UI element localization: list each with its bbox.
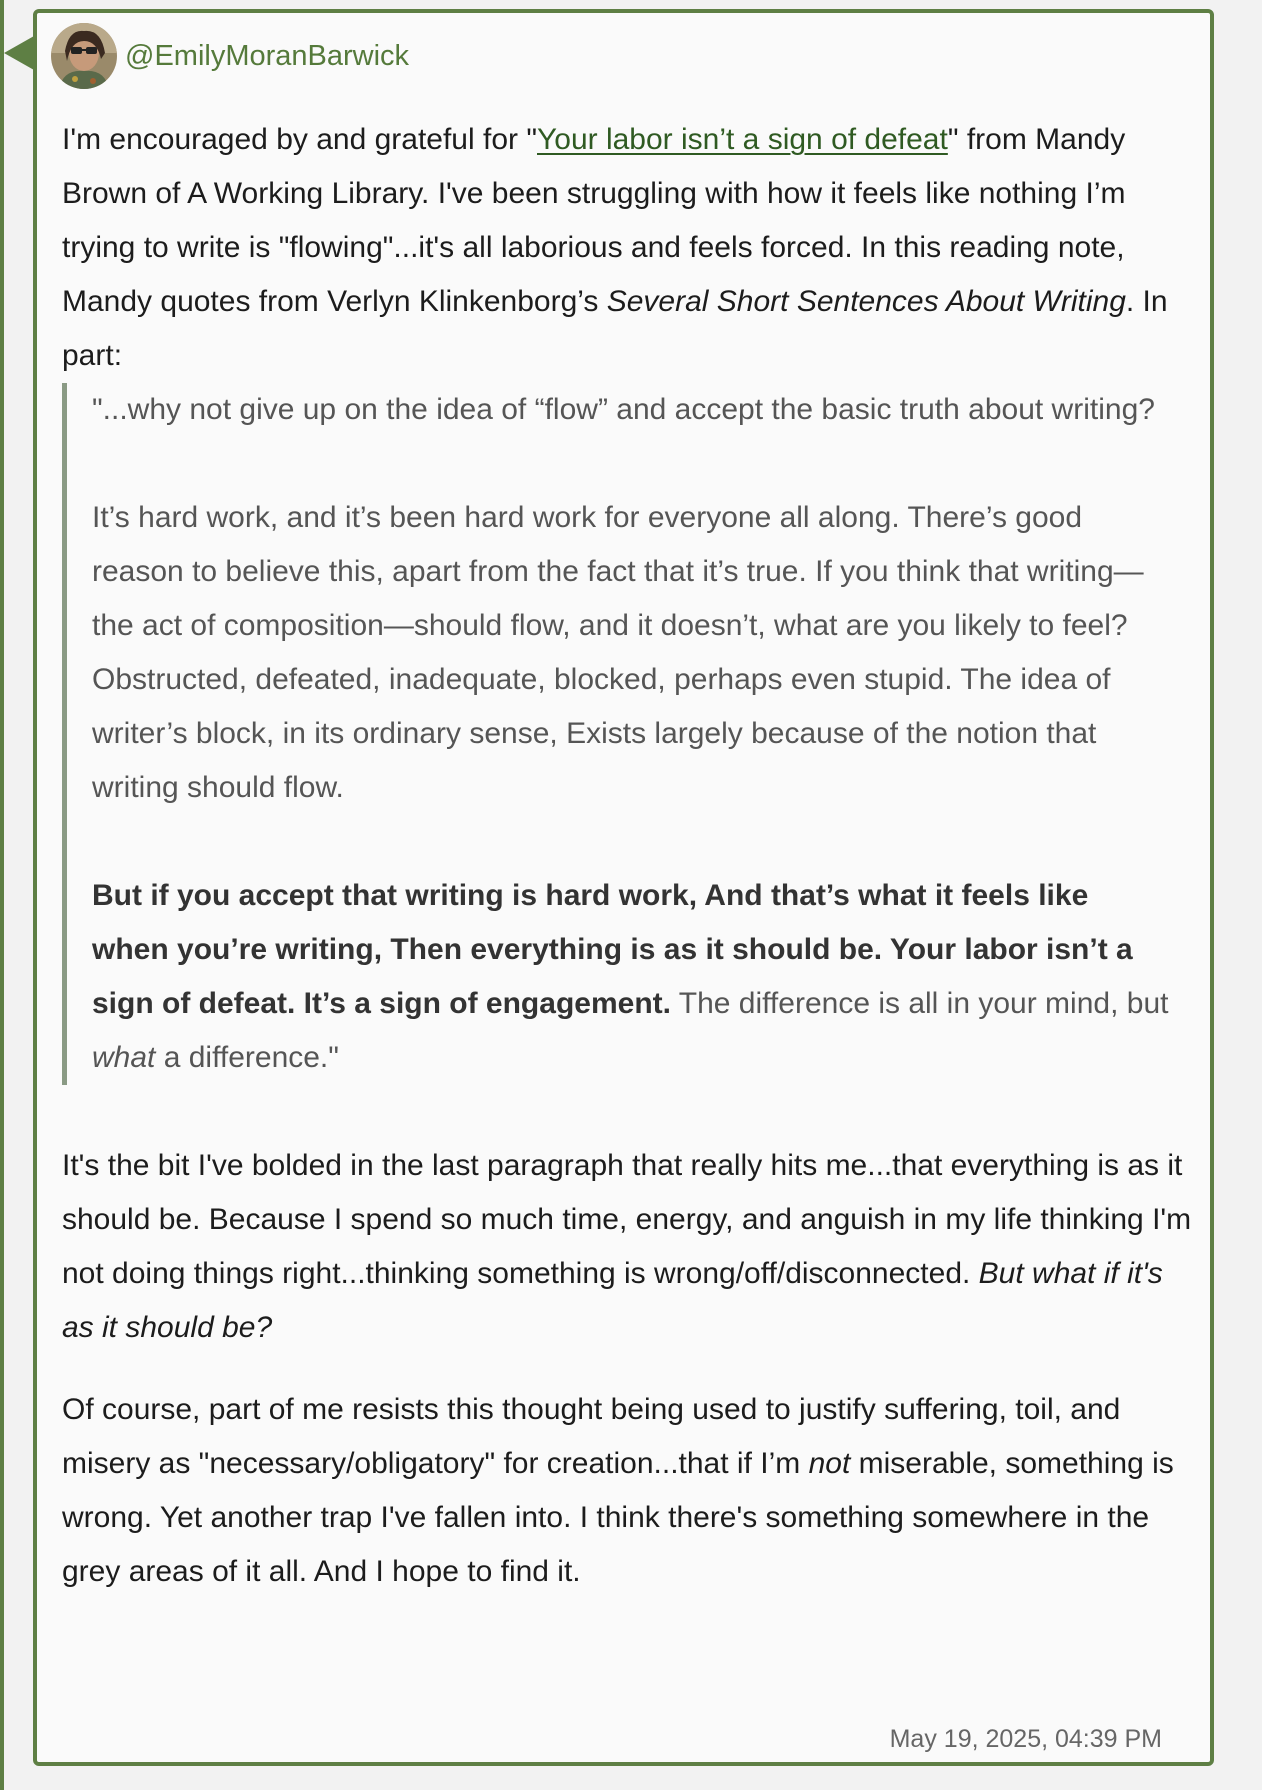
body-paragraph-3 bbox=[62, 1383, 1200, 1599]
quote-bold-text: But if you accept that writing is hard work, And that’s what it feels like when you’re writing, Then everything is as it should be. Your labor isn’t a sign of defeat. It’s a sign of engagement. bbox=[92, 879, 1133, 1020]
body-2-italic: But what if it's as it should be? bbox=[62, 1257, 1163, 1344]
post-card bbox=[33, 9, 1214, 1766]
body-paragraph-2 bbox=[62, 1139, 1200, 1355]
body-3-italic: not bbox=[808, 1447, 851, 1480]
post-header bbox=[51, 23, 409, 89]
thread-line bbox=[0, 0, 4, 1790]
quote-text-rest: The difference is all in your mind, but bbox=[670, 987, 1169, 1020]
post-timestamp-link[interactable]: May 19, 2025, 04:39 PM bbox=[889, 1725, 1162, 1753]
author-handle-link[interactable]: @EmilyMoranBarwick bbox=[125, 39, 410, 72]
user-avatar-icon[interactable] bbox=[51, 23, 117, 89]
quote-italic-what: what bbox=[92, 1041, 156, 1074]
quote-paragraph-1: "...why not give up on the idea of “flow” and accept the basic truth about writing? bbox=[92, 393, 1155, 426]
spacer bbox=[62, 1085, 1200, 1139]
quote-text-end: a difference." bbox=[155, 1041, 339, 1074]
quote-paragraph-3 bbox=[92, 869, 1172, 1085]
spacer bbox=[62, 1355, 1200, 1383]
quote-bar bbox=[62, 383, 67, 1085]
article-link[interactable]: Your labor isn’t a sign of defeat bbox=[537, 123, 948, 156]
intro-text-3: . In part: bbox=[62, 285, 1168, 372]
post-content bbox=[62, 113, 1200, 1599]
blockquote bbox=[62, 383, 1200, 1085]
body-3-text-2: miserable, something is wrong. Yet another trap I've fallen into. I think there's something somewhere in the grey areas of it all. And I hope to find it. bbox=[62, 1447, 1174, 1588]
thread-pointer-icon bbox=[4, 36, 34, 70]
book-title: Several Short Sentences About Writing bbox=[606, 285, 1126, 318]
intro-text-2: " from Mandy Brown of A Working Library. I've been struggling with how it feels like nothing I’m trying to write is "flowing"...it's all laborious and feels forced. In this reading note, Mandy quotes from Verlyn Klinkenborg’s bbox=[62, 123, 1126, 318]
intro-paragraph bbox=[62, 113, 1200, 383]
body-3-text-1: Of course, part of me resists this thought being used to justify suffering, toil, and misery as "necessary/obligatory" for creation...that if I’m bbox=[62, 1393, 1121, 1480]
body-2-text: It's the bit I've bolded in the last paragraph that really hits me...that everything is as it should be. Because I spend so much time, energy, and anguish in my life thinking I'm not doing things right...thinking something is wrong/off/disconnected. bbox=[62, 1149, 1192, 1290]
intro-text-1: I'm encouraged by and grateful for " bbox=[62, 123, 537, 156]
quote-paragraph-2: It’s hard work, and it’s been hard work for everyone all along. There’s good reason to believe this, apart from the fact that it’s true. If you think that writing—the act of composition—should flow, and it doesn’t, what are you likely to feel? Obstructed, defeated, inadequate, blocked, perhaps even stupid. The idea of writer’s block, in its ordinary sense, Exists largely because of the notion that writing should flow. bbox=[92, 501, 1144, 804]
